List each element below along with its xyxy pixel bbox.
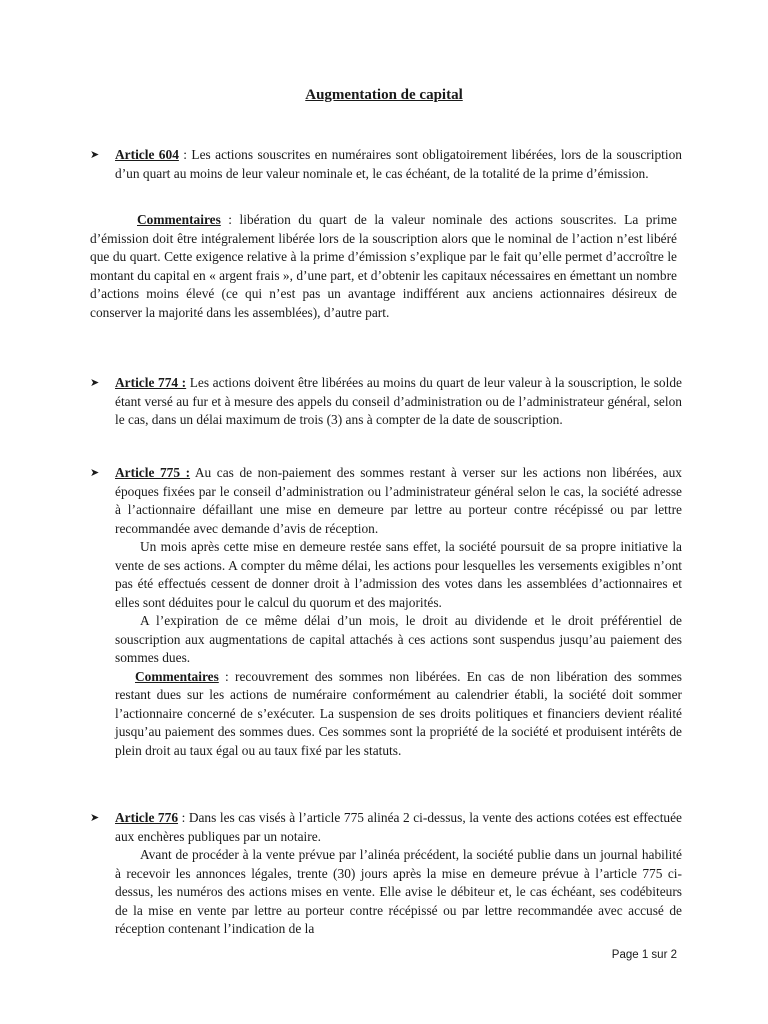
article-774: [90, 374, 682, 430]
page-number: Page 1 sur 2: [611, 949, 677, 961]
article-775-label: Article 775 :: [115, 465, 191, 480]
article-775: [90, 464, 682, 760]
article-776-paragraph-2: Avant de procéder à la vente prévue par l’alinéa précédent, la société publie dans un journal habilité à recevoir les annonces légales, trente (30) jours après la mise en demeure prévue à l’article 775 ci-dessus, les numéros des actions mises en vente. Elle avise le débiteur et, le cas échéant, ses codébiteurs de la mise en vente par lettre au porteur contre récépissé ou par lettre recommandée avec accusé de réception contenant l’indication de la: [115, 847, 682, 936]
article-604-commentary: [90, 211, 677, 322]
arrow-bullet-icon: ➤: [90, 376, 100, 389]
article-774-text: Article 774 : Les actions doivent être libérées au moins du quart de leur valeur à la souscription, le solde étant versé au fur et à mesure des appels du conseil d’administration ou de l’administrateur général, selon le cas, dans un délai maximum de trois (3) ans à compter de la date de souscription.: [115, 375, 682, 427]
article-775-commentary: Commentaires : recouvrement des sommes non libérées. En cas de non libération des sommes restant dues sur les actions de numéraire conformément au calendrier établi, la société doit sommer l’actionnaire concerné de s’exécuter. La suspension de ses droits politiques et financiers devient réalité jusqu’au paiement des sommes dues. Ces sommes sont la propriété de la société et produisent intérêts de plein droit au taux égal ou au taux fixé par les statuts.: [115, 668, 682, 758]
article-775-paragraph-3: A l’expiration de ce même délai d’un mois, le droit au dividende et le droit préférentiel de souscription aux augmentations de capital attachés à ces actions sont suspendus jusqu’au paiement des sommes dues.: [115, 613, 682, 665]
arrow-bullet-icon: ➤: [90, 148, 100, 161]
article-775-paragraph-2: Un mois après cette mise en demeure restée sans effet, la société poursuit de sa propre initiative la vente de ses actions. A compter du même délai, les actions pour lesquelles les versements exigibles n’ont pas été effectués cessent de donner droit à l’admission des votes dans les assemblées d’actionnaires et elles sont déduites pour le calcul du quorum et des majorités.: [115, 539, 682, 610]
article-604-label: Article 604: [115, 147, 179, 162]
document-title: Augmentation de capital: [305, 87, 463, 103]
arrow-bullet-icon: ➤: [90, 811, 100, 824]
article-604: [90, 146, 682, 183]
arrow-bullet-icon: ➤: [90, 466, 100, 479]
commentary-text: Commentaires : libération du quart de la valeur nominale des actions souscrites. La prime d’émission doit être intégralement libérée lors de la souscription alors que le nominal de l’action n’est libéré que du quart. Cette exigence relative à la prime d’émission s’explique par le fait qu’elle permet d’accroître le montant du capital en « argent frais », d’une part, et d’obtenir les capitaux nécessaires en émettant un nombre d’actions moins élevé (ce qui n’est pas un avantage indifférent aux anciens actionnaires désireux de conserver la majorité dans les assemblées), d’autre part.: [90, 212, 677, 320]
article-604-text: Article 604 : Les actions souscrites en numéraires sont obligatoirement libérées, lors de la souscription d’un quart au moins de leur valeur nominale et, le cas échéant, de la totalité de la prime d’émission.: [115, 147, 682, 181]
article-774-label: Article 774 :: [115, 375, 187, 390]
commentary-label: Commentaires: [137, 212, 221, 227]
article-776: [90, 809, 682, 939]
article-775-text: Article 775 : Au cas de non-paiement des sommes restant à verser sur les actions non libérées, aux époques fixées par le conseil d’administration ou l’administrateur général selon le cas, la société adresse à l’actionnaire défaillant une mise en demeure par lettre au porteur contre récépissé ou par lettre recommandée avec demande d’avis de réception.: [115, 465, 682, 536]
article-776-text: Article 776 : Dans les cas visés à l’article 775 alinéa 2 ci-dessus, la vente des actions cotées est effectuée aux enchères publiques par un notaire.: [115, 810, 682, 844]
commentary-label: Commentaires: [135, 668, 219, 684]
article-776-label: Article 776: [115, 810, 179, 825]
